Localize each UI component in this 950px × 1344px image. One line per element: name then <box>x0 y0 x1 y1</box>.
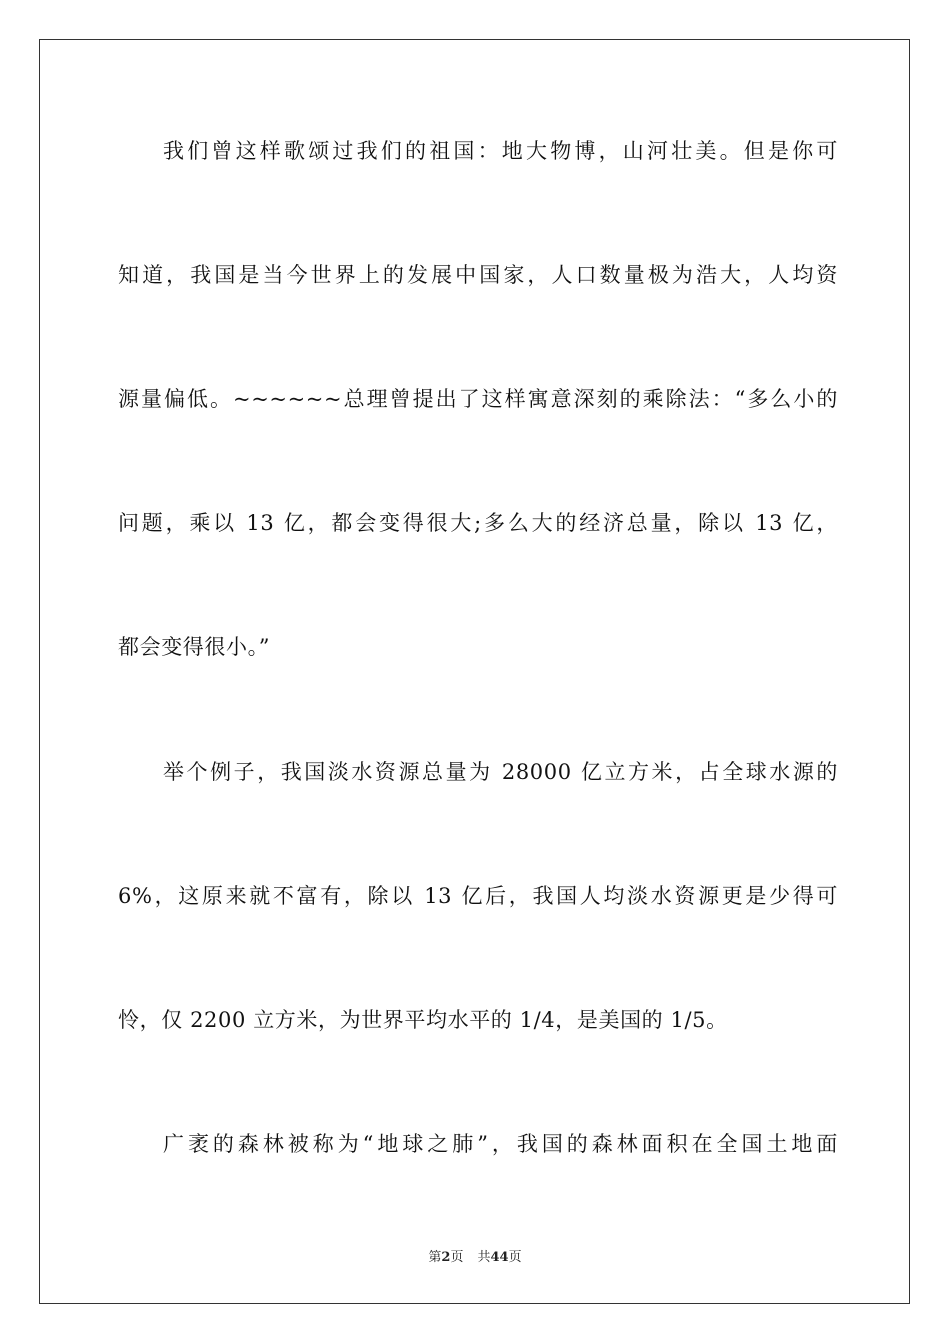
paragraph-1-line-2: 知道，我国是当今世界上的发展中国家，人口数量极为浩大，人均资 <box>118 263 838 287</box>
page-number: 2 <box>441 1250 451 1265</box>
paragraph-2-line-1: 举个例子，我国淡水资源总量为 28000 亿立方米，占全球水源的 <box>163 760 838 784</box>
paragraph-1-line-1: 我们曾这样歌颂过我们的祖国：地大物博，山河壮美。但是你可 <box>163 139 838 163</box>
paragraph-1-line-4: 问题，乘以 13 亿，都会变得很大;多么大的经济总量，除以 13 亿， <box>118 511 838 535</box>
total-pages: 44 <box>490 1250 509 1265</box>
page-prefix: 第 <box>428 1250 442 1265</box>
page-frame <box>39 39 910 1304</box>
paragraph-1-line-5: 都会变得很小。” <box>118 635 271 659</box>
total-suffix: 页 <box>508 1250 522 1265</box>
paragraph-2-line-2: 6%，这原来就不富有，除以 13 亿后，我国人均淡水资源更是少得可 <box>118 884 838 908</box>
paragraph-1-line-3: 源量偏低。~~~~~~总理曾提出了这样寓意深刻的乘除法：“多么小的 <box>118 387 838 411</box>
total-prefix: 共 <box>477 1250 491 1265</box>
paragraph-3-line-1: 广袤的森林被称为“地球之肺”，我国的森林面积在全国土地面 <box>163 1132 838 1156</box>
page-footer <box>0 1250 950 1266</box>
paragraph-2-line-3: 怜，仅 2200 立方米，为世界平均水平的 1/4，是美国的 1/5。 <box>118 1008 728 1032</box>
page-suffix: 页 <box>450 1250 464 1265</box>
